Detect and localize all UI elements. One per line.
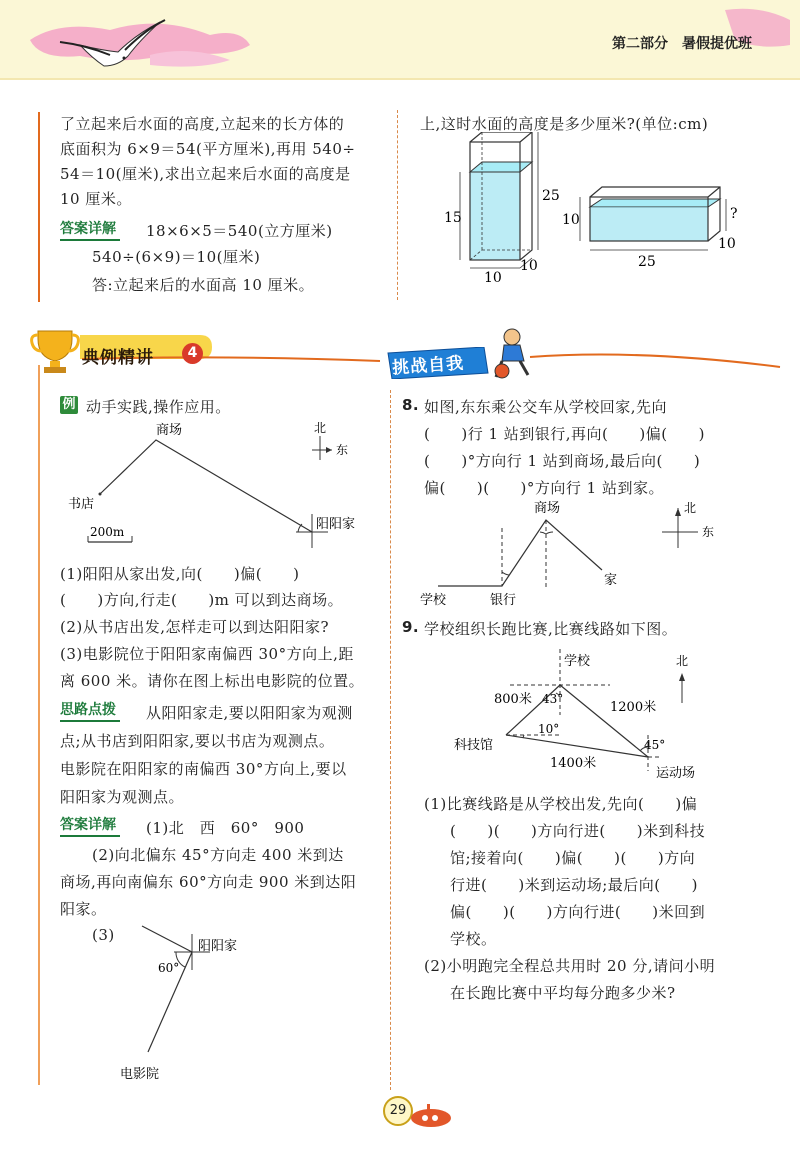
prev-solution-line: 底面积为 6×9＝54(平方厘米),再用 540÷ bbox=[60, 140, 356, 158]
answer-line: 540÷(6×9)＝10(厘米) bbox=[92, 248, 261, 266]
hint-line: 电影院在阳阳家的南偏西 30°方向上,要以 bbox=[60, 760, 347, 778]
q8-line: 如图,东东乘公交车从学校回家,先向 bbox=[424, 398, 668, 416]
q9-number: 9. bbox=[402, 618, 420, 636]
q9-1-line: 偏( )( )方向行进( )米回到 bbox=[450, 903, 706, 921]
fig-label: 25 bbox=[638, 254, 656, 270]
q9-tech: 科技馆 bbox=[454, 738, 494, 753]
example-map bbox=[60, 418, 380, 548]
challenge-banner bbox=[384, 347, 492, 379]
answer-line: 阳家。 bbox=[60, 900, 107, 918]
fig-angle: 60° bbox=[158, 961, 180, 975]
compass-icon bbox=[312, 421, 348, 460]
fig-cinema: 电影院 bbox=[120, 1067, 160, 1082]
fig-home: 阳阳家 bbox=[198, 939, 238, 954]
compass-east: 东 bbox=[336, 443, 349, 457]
hint-tag: 思路点拨 bbox=[60, 699, 120, 722]
fig-label: 10 bbox=[520, 258, 538, 274]
q9-1-line: ( )( )方向行进( )米到科技 bbox=[450, 822, 706, 840]
example-icon: 例 bbox=[60, 396, 78, 414]
example-frame bbox=[38, 365, 40, 1085]
compass-north: 北 bbox=[314, 421, 327, 435]
q9-route-figure bbox=[450, 645, 740, 785]
q8-line: ( )行 1 站到银行,再向( )偏( ) bbox=[424, 425, 705, 443]
column-divider bbox=[390, 390, 391, 1090]
map-mall: 商场 bbox=[156, 423, 183, 438]
prev-solution-line: 10 厘米。 bbox=[60, 190, 132, 208]
q9-a1: 43° bbox=[542, 692, 564, 706]
answer-line: (1)北 西 60° 900 bbox=[146, 819, 305, 837]
fig-label: 10 bbox=[484, 270, 502, 282]
challenge-banner-decor bbox=[490, 327, 790, 387]
challenge-banner-label: 挑战自我 bbox=[391, 353, 465, 379]
q8-number: 8. bbox=[402, 396, 420, 414]
q9-school: 学校 bbox=[564, 654, 591, 669]
page-number: 29 bbox=[383, 1096, 413, 1126]
north-arrow-icon bbox=[676, 654, 688, 703]
fig-label: 10 bbox=[718, 236, 736, 252]
example-banner-number: 4 bbox=[182, 343, 203, 364]
answer-line: (2)向北偏东 45°方向走 400 米到达 bbox=[92, 846, 344, 864]
example-intro: 动手实践,操作应用。 bbox=[86, 398, 231, 416]
q8-route-figure bbox=[410, 498, 740, 613]
q8-north: 北 bbox=[684, 501, 697, 515]
prev-solution-line: 54＝10(厘米),求出立起来后水面的高度是 bbox=[60, 165, 351, 183]
q9-a3: 45° bbox=[644, 738, 666, 752]
q9-a2: 10° bbox=[538, 722, 560, 736]
answer-3-label: (3) bbox=[92, 926, 115, 944]
prev-solution-line: 了立起来后水面的高度,立起来的长方体的 bbox=[60, 115, 345, 133]
q9-1-line: 馆;接着向( )偏( )( )方向 bbox=[450, 849, 696, 867]
example-q3: (3)电影院位于阳阳家南偏西 30°方向上,距 bbox=[60, 645, 354, 663]
cinema-figure bbox=[110, 920, 310, 1090]
q9-1-line: (1)比赛线路是从学校出发,先向( )偏 bbox=[424, 795, 698, 813]
example-q2: (2)从书店出发,怎样走可以到达阳阳家? bbox=[60, 618, 330, 636]
q9-d2: 1200米 bbox=[610, 700, 657, 715]
hint-line: 从阳阳家走,要以阳阳家为观测 bbox=[146, 704, 353, 722]
page-header bbox=[0, 0, 800, 80]
q9-2-line: 在长跑比赛中平均每分跑多少米? bbox=[450, 984, 676, 1002]
fig-label: ? bbox=[730, 206, 738, 222]
q9-stadium: 运动场 bbox=[656, 766, 696, 781]
answer-tag: 答案详解 bbox=[60, 218, 120, 241]
q9-intro: 学校组织长跑比赛,比赛线路如下图。 bbox=[424, 620, 678, 638]
submarine-icon bbox=[405, 1100, 455, 1130]
answer-line: 答:立起来后的水面高 10 厘米。 bbox=[92, 276, 315, 294]
wide-box bbox=[562, 187, 738, 270]
prev-solution-frame bbox=[38, 112, 40, 302]
fig-label: 25 bbox=[542, 188, 560, 204]
q8-line: ( )°方向行 1 站到商场,最后向( ) bbox=[424, 452, 701, 470]
fig-label: 10 bbox=[562, 212, 580, 228]
runner-icon bbox=[495, 329, 528, 378]
map-home: 阳阳家 bbox=[316, 517, 356, 532]
compass-icon bbox=[662, 501, 714, 548]
example-q1: (1)阳阳从家出发,向( )偏( ) bbox=[60, 565, 300, 583]
q9-1-line: 学校。 bbox=[450, 930, 497, 948]
answer-line: 商场,再向南偏东 60°方向走 900 米到达阳 bbox=[60, 873, 357, 891]
q8-school: 学校 bbox=[420, 593, 447, 608]
hint-line: 阳阳家为观测点。 bbox=[60, 788, 185, 806]
column-divider bbox=[397, 110, 398, 300]
map-bookstore: 书店 bbox=[68, 497, 95, 512]
prev-question-line: 上,这时水面的高度是多少厘米?(单位:cm) bbox=[420, 115, 709, 133]
answer-tag: 答案详解 bbox=[60, 814, 120, 837]
fig-label: 15 bbox=[444, 210, 462, 226]
map-scale: 200m bbox=[90, 525, 125, 539]
tall-box bbox=[444, 132, 560, 282]
q9-north: 北 bbox=[676, 654, 689, 668]
q8-line: 偏( )( )°方向行 1 站到家。 bbox=[424, 479, 664, 497]
header-title: 第二部分 暑假提优班 bbox=[612, 36, 752, 52]
q8-mall: 商场 bbox=[534, 501, 561, 516]
q9-d3: 1400米 bbox=[550, 756, 597, 771]
q9-2-line: (2)小明跑完全程总共用时 20 分,请问小明 bbox=[424, 957, 716, 975]
example-q3: 离 600 米。请你在图上标出电影院的位置。 bbox=[60, 672, 365, 690]
example-q1: ( )方向,行走( )m 可以到达商场。 bbox=[60, 591, 344, 609]
hint-line: 点;从书店到阳阳家,要以书店为观测点。 bbox=[60, 732, 335, 750]
q8-east: 东 bbox=[702, 525, 715, 539]
q8-bank: 银行 bbox=[490, 593, 517, 608]
answer-line: 18×6×5＝540(立方厘米) bbox=[146, 222, 333, 240]
container-figure bbox=[420, 132, 780, 282]
q9-1-line: 行进( )米到运动场;最后向( ) bbox=[450, 876, 698, 894]
q8-home: 家 bbox=[604, 573, 618, 588]
example-banner-label: 典例精讲 bbox=[82, 348, 154, 368]
q9-d1: 800米 bbox=[494, 692, 532, 707]
